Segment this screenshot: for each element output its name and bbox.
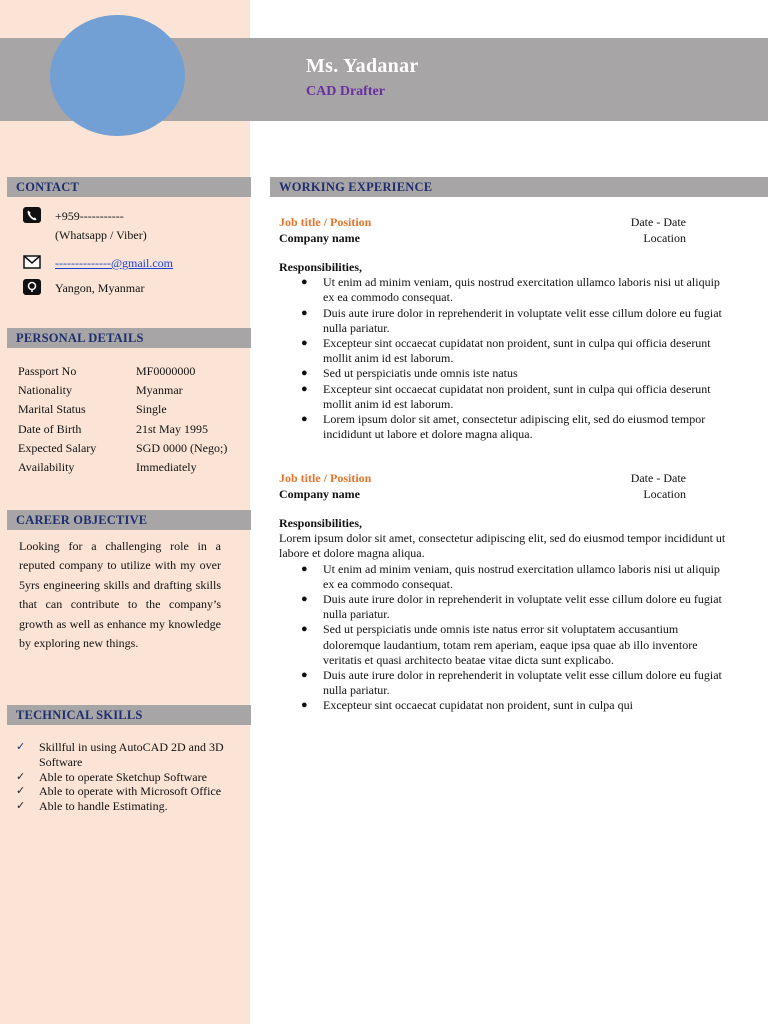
skills-list [16, 740, 246, 814]
bullet-icon: ● [301, 562, 308, 575]
responsibility-text: Lorem ipsum dolor sit amet, consectetur adipiscing elit, sed do eiusmod tempor incididunt ut labore et dolore magna aliqua. [323, 412, 706, 442]
job-location: Location [643, 230, 686, 245]
company-name: Company name [279, 230, 361, 245]
list-item [301, 366, 729, 381]
personal-value: 21st May 1995 [136, 421, 208, 436]
responsibility-text: Sed ut perspiciatis unde omnis iste natus error sit voluptatem accusantium doloremque laudantium, totam rem aperiam, eaque ipsa quae ab illo inventore veritatis et quasi architecto beatae vitae dicta sunt explicabo. [323, 622, 698, 667]
bullet-icon: ● [301, 382, 308, 395]
job-company-row [279, 487, 686, 503]
job-company-row [279, 231, 686, 247]
personal-label: Marital Status [18, 402, 86, 417]
personal-row [18, 400, 227, 419]
personal-row [18, 420, 227, 439]
list-item [301, 592, 729, 622]
envelope-icon [22, 254, 42, 270]
bullet-icon: ● [301, 337, 308, 350]
personal-value: SGD 0000 (Nego;) [136, 440, 228, 455]
contact-phone [22, 207, 147, 245]
responsibilities-list [301, 275, 729, 442]
responsibility-text: Ut enim ad minim veniam, quis nostrud exercitation ullamco laboris nisi ut aliquip ex ea commodo consequat. [323, 561, 720, 591]
checkmark-icon: ✓ [16, 770, 26, 783]
candidate-name: Ms. Yadanar [306, 55, 419, 77]
profile-photo-placeholder [50, 15, 185, 136]
responsibility-text: Excepteur sint occaecat cupidatat non proident, sunt in culpa qui officia deserunt mollit anim id est laborum. [323, 381, 711, 411]
bullet-icon: ● [301, 623, 308, 636]
responsibility-text: Duis aute irure dolor in reprehenderit in voluptate velit esse cillum dolore eu fugiat nulla pariatur. [323, 668, 722, 698]
location-pin-icon [22, 279, 42, 295]
bullet-icon: ● [301, 413, 308, 426]
personal-value: MF0000000 [136, 364, 196, 378]
technical-skills-heading: TECHNICAL SKILLS [7, 705, 251, 725]
personal-value: Myanmar [136, 383, 183, 398]
personal-row [18, 381, 227, 400]
responsibility-text: Duis aute irure dolor in reprehenderit in voluptate velit esse cillum dolore eu fugiat nulla pariatur. [323, 592, 722, 622]
list-item [16, 740, 246, 770]
list-item [301, 668, 729, 698]
responsibilities-label: Responsibilities, [279, 260, 363, 274]
job-dates: Date - Date [630, 471, 686, 485]
personal-label: Expected Salary [18, 440, 97, 455]
responsibility-text: Excepteur sint occaecat cupidatat non proident, sunt in culpa qui officia deserunt mollit anim id est laborum. [323, 336, 711, 366]
responsibilities-list [301, 562, 729, 714]
personal-details-heading: PERSONAL DETAILS [7, 328, 251, 348]
responsibility-text: Ut enim ad minim veniam, quis nostrud exercitation ullamco laboris nisi ut aliquip ex ea commodo consequat. [323, 275, 720, 305]
list-item [301, 275, 729, 305]
company-name: Company name [279, 486, 361, 501]
list-item [301, 306, 729, 336]
list-item [16, 784, 246, 799]
checkmark-icon: ✓ [16, 741, 26, 753]
phone-apps: (Whatsapp / Viber) [55, 228, 147, 242]
personal-details-table [18, 362, 227, 477]
career-objective-text: Looking for a challenging role in a reputed company to utilize with my over 5yrs engineering skills and drafting skills that can contribute to the company’s growth as well as enhance my knowledge by exploring new things. [19, 539, 221, 651]
job-entry-1 [279, 215, 729, 442]
personal-value: Immediately [136, 459, 197, 474]
job-dates: Date - Date [630, 215, 686, 229]
list-item [301, 382, 729, 412]
checkmark-icon: ✓ [16, 800, 26, 813]
bullet-icon: ● [301, 699, 308, 712]
personal-label: Passport No [18, 364, 77, 378]
phone-icon [22, 207, 42, 223]
bullet-icon: ● [301, 306, 308, 319]
personal-label: Date of Birth [18, 421, 82, 436]
skill-text: Skillful in using AutoCAD 2D and 3D Software [39, 740, 224, 769]
list-item [16, 799, 246, 814]
skill-text: Able to handle Estimating. [39, 799, 168, 814]
list-item [301, 622, 729, 668]
responsibility-text: Duis aute irure dolor in reprehenderit in voluptate velit esse cillum dolore eu fugiat nulla pariatur. [323, 305, 722, 335]
bullet-icon: ● [301, 276, 308, 289]
job-position: Job title / Position [279, 471, 372, 485]
personal-value: Single [136, 402, 167, 417]
bullet-icon: ● [301, 669, 308, 682]
bullet-icon: ● [301, 593, 308, 606]
personal-label: Availability [18, 459, 75, 474]
personal-row [18, 458, 227, 477]
job-header [279, 471, 686, 487]
responsibilities-intro: Lorem ipsum dolor sit amet, consectetur adipiscing elit, sed do eiusmod tempor incididunt ut labore et dolore magna aliqua. [279, 531, 726, 561]
checkmark-icon: ✓ [16, 785, 26, 798]
personal-row [18, 439, 227, 458]
list-item [301, 336, 729, 366]
skill-text: Able to operate with Microsoft Office [39, 784, 222, 799]
job-location: Location [643, 486, 686, 501]
working-experience-heading: WORKING EXPERIENCE [270, 177, 768, 197]
personal-label: Nationality [18, 383, 72, 398]
candidate-job-title: CAD Drafter [306, 84, 385, 99]
career-objective-heading: CAREER OBJECTIVE [7, 510, 251, 530]
list-item [16, 770, 246, 785]
contact-heading: CONTACT [7, 177, 251, 197]
contact-location [22, 279, 144, 298]
list-item [301, 412, 729, 442]
job-header [279, 215, 686, 231]
bullet-icon: ● [301, 367, 308, 380]
list-item [301, 562, 729, 592]
responsibilities-label: Responsibilities, [279, 516, 363, 530]
responsibility-text: Excepteur sint occaecat cupidatat non proident, sunt in culpa qui [323, 698, 633, 713]
responsibility-text: Sed ut perspiciatis unde omnis iste natus [323, 366, 518, 381]
phone-number: +959----------- [55, 209, 124, 223]
contact-email [22, 254, 173, 273]
list-item [301, 698, 729, 713]
personal-row [18, 362, 227, 381]
job-entry-2 [279, 471, 729, 714]
job-position: Job title / Position [279, 215, 372, 229]
email-link[interactable]: --------------@gmail.com [55, 256, 173, 270]
location-text: Yangon, Myanmar [55, 281, 145, 295]
skill-text: Able to operate Sketchup Software [39, 769, 207, 784]
